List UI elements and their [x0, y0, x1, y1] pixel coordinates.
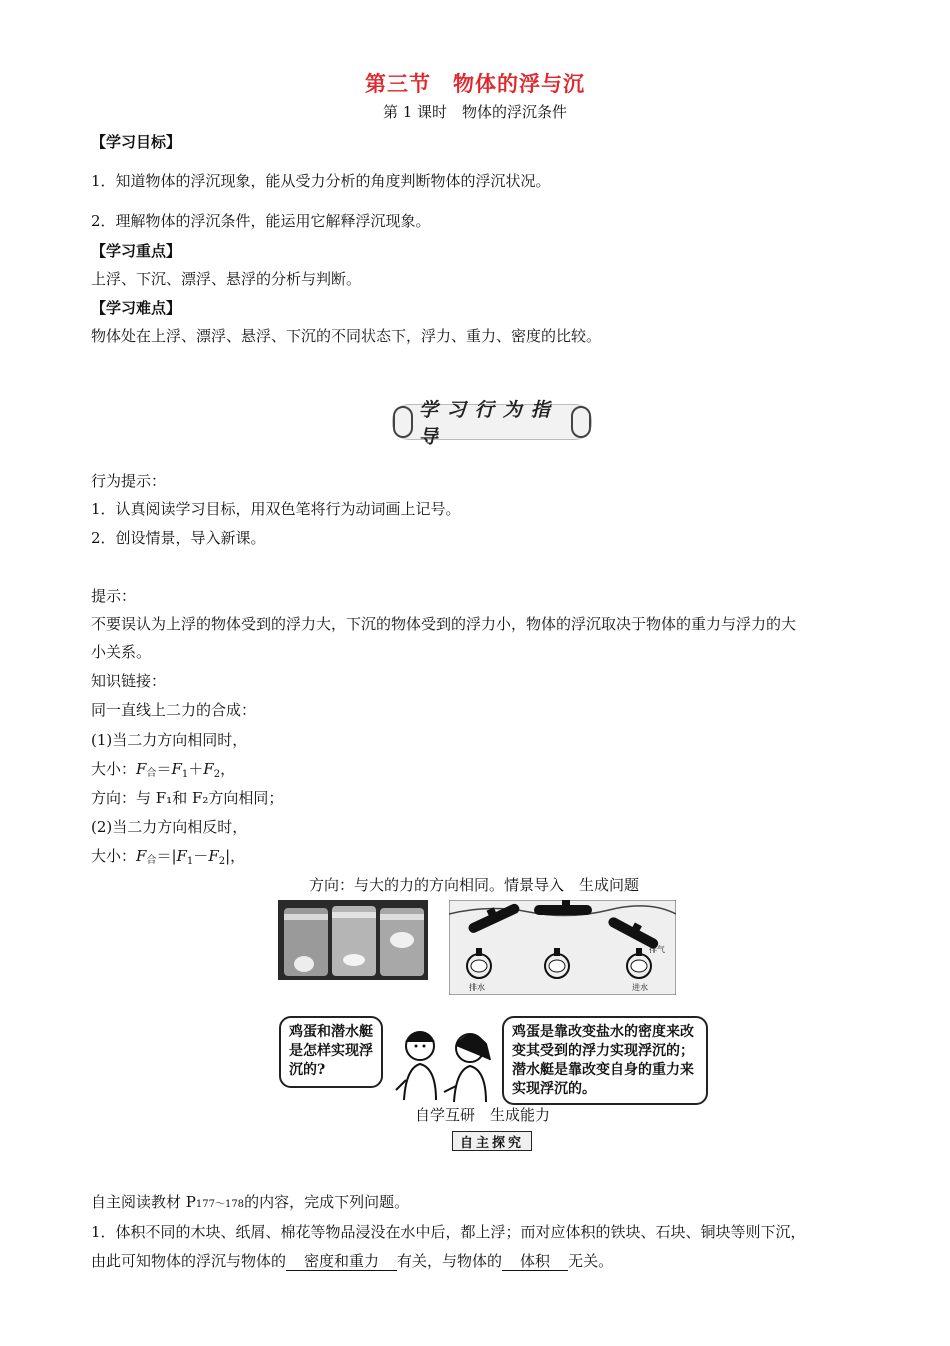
reading-instruction: 自主阅读教材 P177～178的内容，完成下列问题。	[91, 1193, 410, 1211]
behavior-heading: 行为提示：	[91, 472, 167, 490]
goal-item-2: 2．理解物体的浮沉条件，能运用它解释浮沉现象。	[91, 212, 431, 230]
label-intake: 进水	[632, 983, 648, 992]
students-illustration	[392, 1020, 500, 1108]
label-drain: 排水	[469, 983, 485, 992]
section2-box-label: 自主探究	[452, 1131, 532, 1151]
page-subtitle: 第 1 课时 物体的浮沉条件	[382, 103, 568, 121]
tip-line-2: 小关系。	[91, 643, 152, 661]
question-1-line-2: 由此可知物体的浮沉与物体的 密度和重力 有关，与物体的 体积 无关。	[91, 1252, 614, 1270]
knowledge-intro: 同一直线上二力的合成：	[91, 701, 257, 719]
knowledge-case-1-direction: 方向：与 F₁和 F₂方向相同；	[91, 789, 284, 807]
knowledge-case-2: (2)当二力方向相反时，	[91, 818, 248, 836]
question-bubble: 鸡蛋和潜水艇是怎样实现浮沉的?	[279, 1016, 383, 1088]
tip-line-1: 不要误认为上浮的物体受到的浮力大，下沉的物体受到的浮力小，物体的浮沉取决于物体的重力与浮力的大	[91, 615, 797, 633]
banner-right-cap-icon	[571, 406, 591, 438]
answer-blank-2[interactable]: 体积	[502, 1252, 568, 1271]
question-1-line-1: 1．体积不同的木块、纸屑、棉花等物品浸没在水中后，都上浮；而对应体积的铁块、石块、铜块等则下沉，	[91, 1223, 806, 1241]
key-points-text: 上浮、下沉、漂浮、悬浮的分析与判断。	[91, 270, 362, 288]
label-exhaust: 排气	[649, 945, 665, 954]
goal-item-1: 1．知道物体的浮沉现象，能从受力分析的角度判断物体的浮沉状况。	[91, 172, 551, 190]
answer-blank-1[interactable]: 密度和重力	[286, 1252, 397, 1271]
key-points-heading: 【学习重点】	[91, 242, 182, 260]
goals-heading: 【学习目标】	[91, 133, 182, 151]
tip-heading: 提示：	[91, 587, 137, 605]
behavior-item-2: 2．创设情景，导入新课。	[91, 529, 266, 547]
difficulties-text: 物体处在上浮、漂浮、悬浮、下沉的不同状态下，浮力、重力、密度的比较。	[91, 327, 602, 345]
knowledge-case-1-size: 大小：$F_合=F_1+F_2$，	[91, 760, 236, 780]
banner-text: 学习行为指导	[418, 399, 559, 448]
egg-jars-photo	[278, 900, 428, 980]
banner-left-cap-icon	[393, 406, 413, 438]
knowledge-case-2-size: 大小：$F_合=|F_1-F_2|$，	[91, 847, 246, 867]
behavior-item-1: 1．认真阅读学习目标，用双色笔将行为动词画上记号。	[91, 500, 461, 518]
section2-title: 自学互研 生成能力	[415, 1106, 551, 1124]
page-title: 第三节 物体的浮与沉	[365, 72, 585, 96]
submarine-diagram	[449, 900, 676, 995]
intro-line: 方向：与大的力的方向相同。情景导入 生成问题	[309, 876, 640, 894]
knowledge-heading: 知识链接：	[91, 672, 167, 690]
section-banner	[392, 399, 592, 448]
difficulties-heading: 【学习难点】	[91, 299, 182, 317]
knowledge-case-1: (1)当二力方向相同时，	[91, 731, 248, 749]
answer-bubble: 鸡蛋是靠改变盐水的密度来改变其受到的浮力实现浮沉的；潜水艇是靠改变自身的重力来实现浮沉的。	[502, 1016, 708, 1105]
